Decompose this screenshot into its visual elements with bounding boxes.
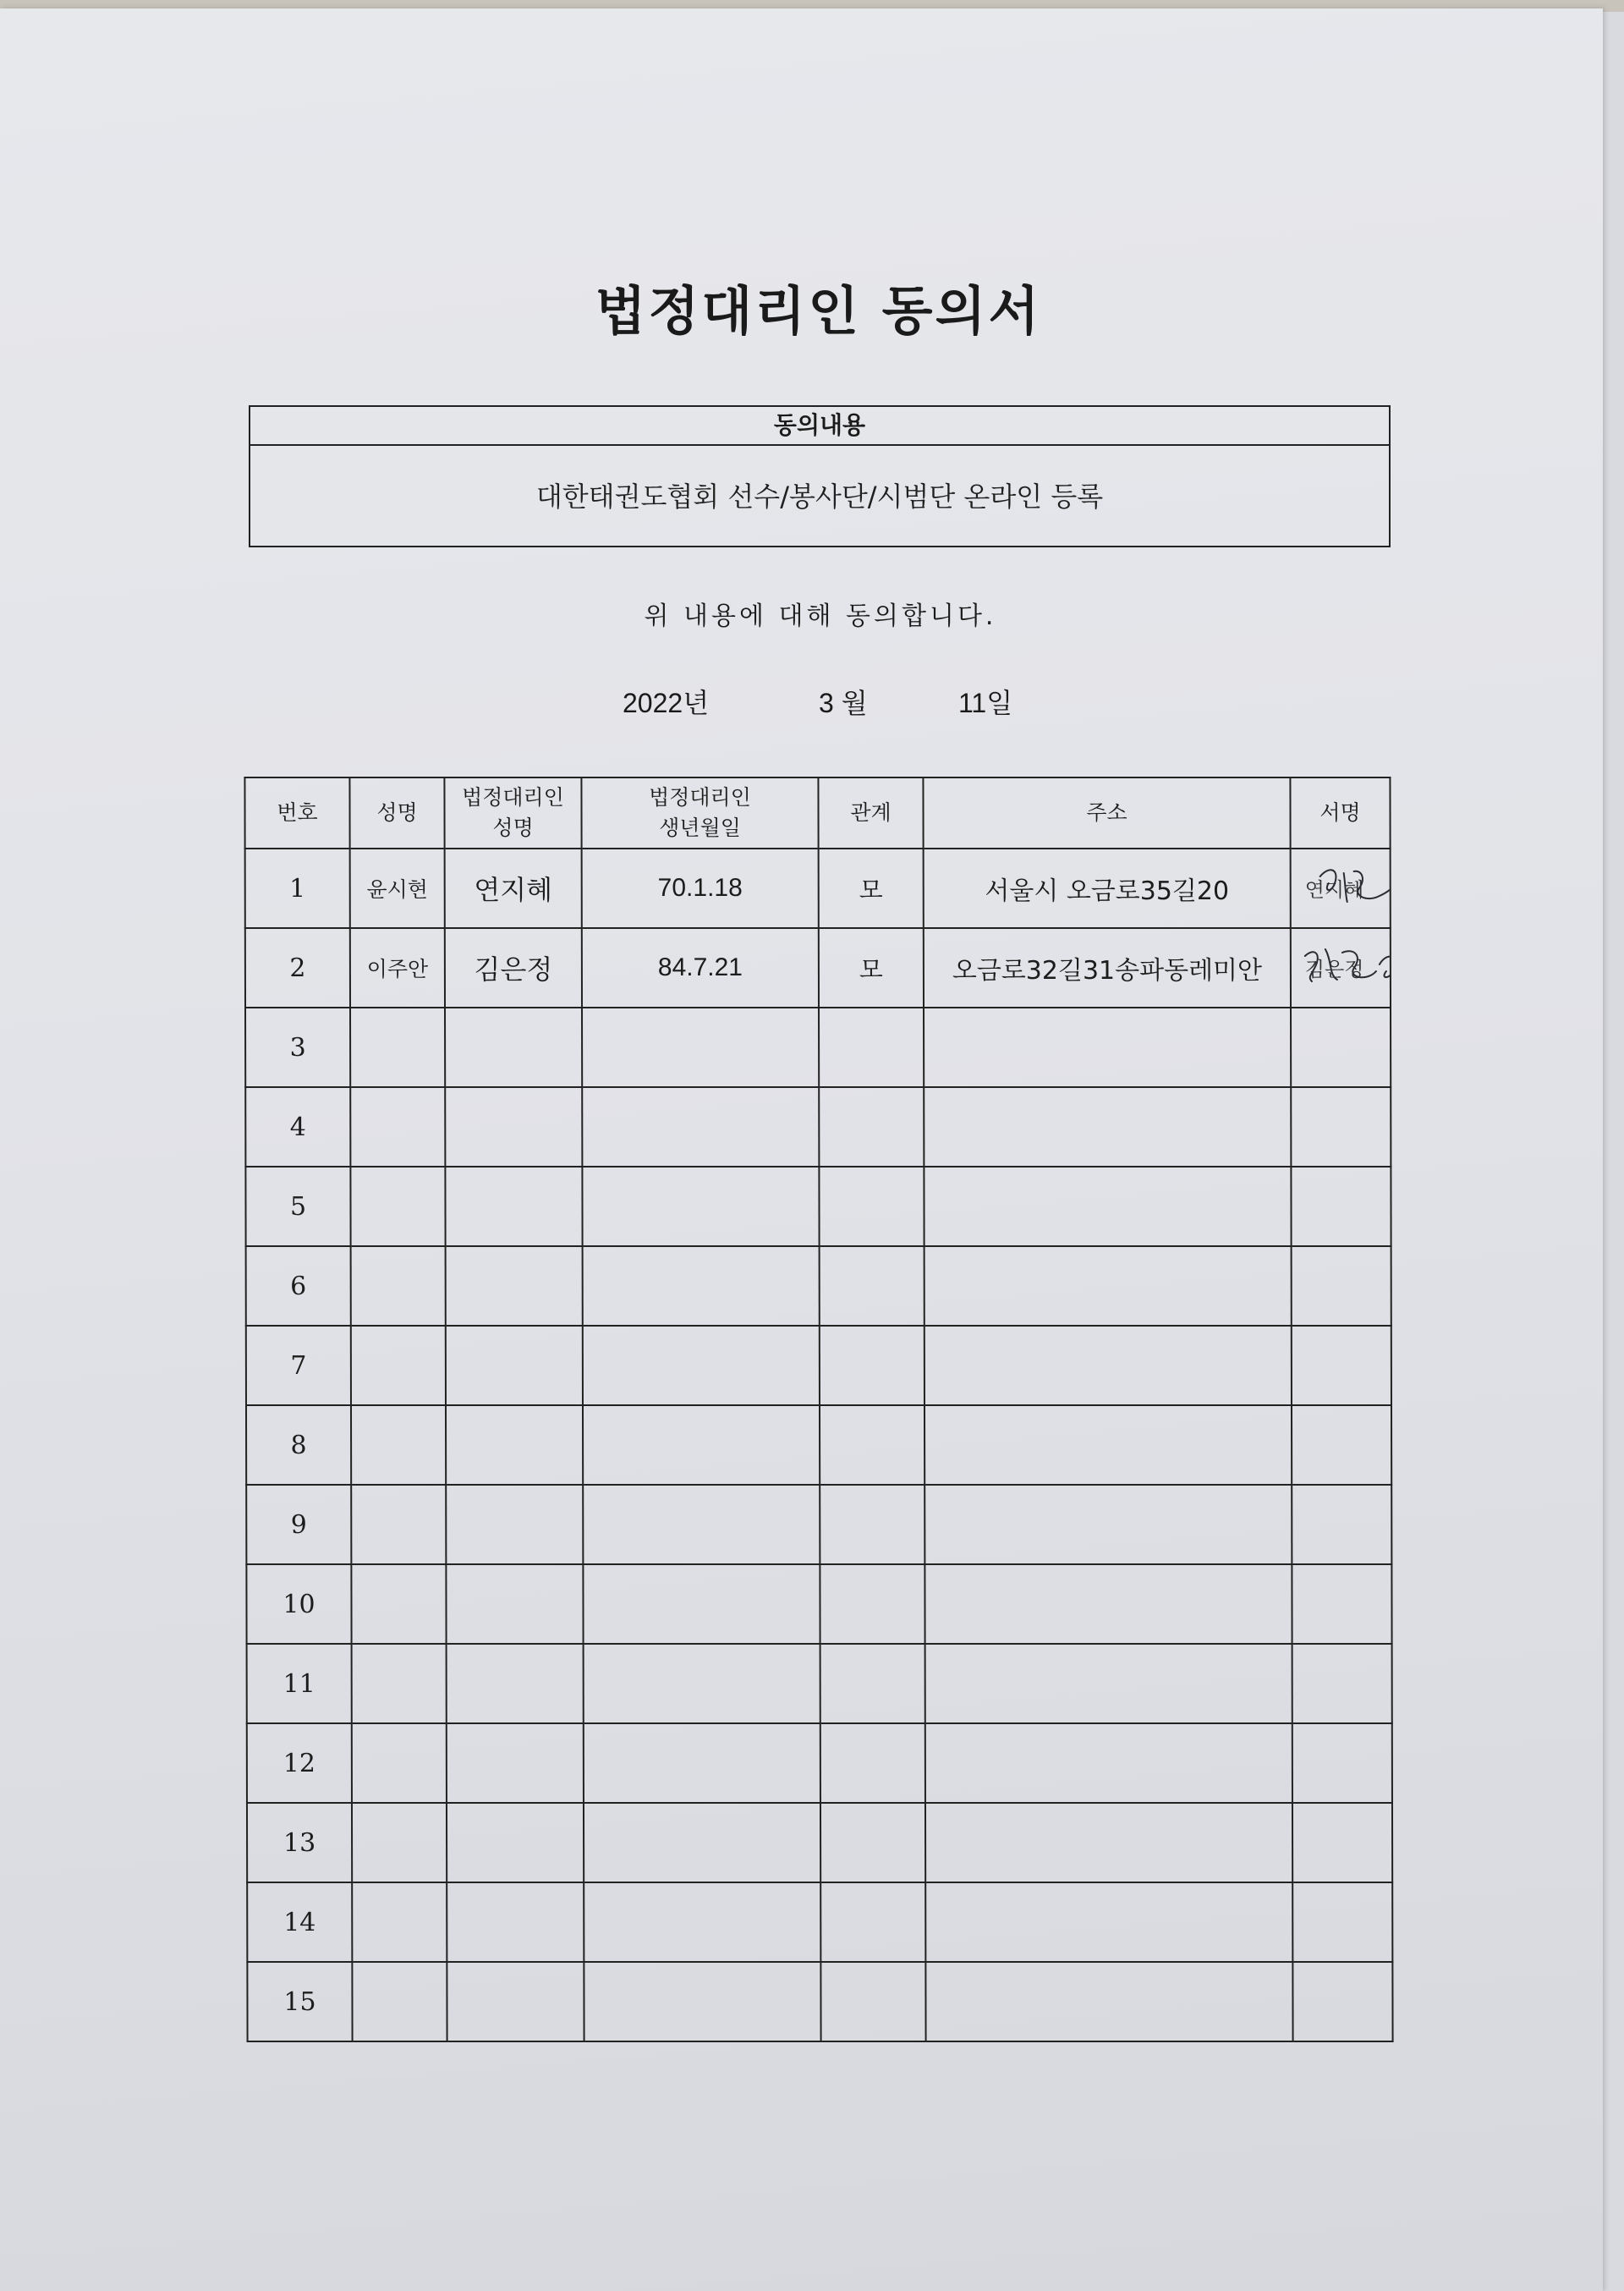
agreement-statement: 위 내용에 대해 동의합니다. [644,602,997,631]
cell-guardian-dob: 84.7.21 [582,928,819,1008]
cell-relation [820,1644,925,1723]
header-guardian-name [444,777,581,849]
cell-name [352,1723,447,1803]
header-address: 주소 [923,777,1290,849]
cell-guardian-dob [583,1485,820,1564]
cell-guardian-name: 연지혜 [445,849,582,928]
header-number: 번호 [244,777,349,849]
cell-signature [1292,1803,1392,1882]
cell-relation [820,1723,925,1803]
cell-name [351,1246,446,1326]
cell-relation [820,1803,925,1882]
cell-relation [819,1087,924,1167]
cell-guardian-dob [583,1326,820,1405]
cell-number: 4 [245,1087,350,1167]
table-header-row [244,777,1390,849]
cell-signature [1291,849,1391,928]
header-relation: 관계 [818,777,923,849]
cell-number: 9 [246,1485,351,1564]
header-guardian-name-line2: 성명 [492,816,534,840]
cell-name [352,1803,447,1882]
cell-guardian-name [447,1803,584,1882]
cell-relation [820,1246,924,1326]
cell-address [925,1882,1292,1962]
cell-signature [1291,928,1391,1008]
cell-name [352,1962,447,2041]
cell-number: 8 [246,1405,351,1485]
cell-address [924,1246,1292,1326]
cell-guardian-dob [582,1167,819,1246]
roster-table [244,777,1393,2042]
table-row [245,928,1391,1008]
cell-address [924,1087,1291,1167]
cell-address [924,1326,1292,1405]
cell-signature [1292,1882,1392,1962]
cell-guardian-dob [583,1405,820,1485]
consent-content: 대한태권도협회 선수/봉사단/시범단 온라인 등록 [535,481,1104,513]
cell-relation: 모 [819,928,924,1008]
cell-guardian-name [446,1485,583,1564]
cell-name [350,1087,445,1167]
consent-box [249,405,1391,547]
table-row [247,1962,1392,2041]
table-row [245,1167,1391,1246]
cell-guardian-name [445,1087,582,1167]
cell-name [351,1326,446,1405]
cell-signature [1292,1564,1391,1644]
cell-guardian-name [446,1326,583,1405]
cell-address: 오금로32길31송파동레미안 [924,928,1291,1008]
cell-number: 12 [247,1723,352,1803]
cell-name [350,1167,445,1246]
cell-name [352,1882,447,1962]
cell-relation [820,1485,924,1564]
cell-relation: 모 [819,849,924,928]
date-day: 11일 [958,688,1013,718]
cell-address [924,1167,1291,1246]
table-row [246,1405,1391,1485]
cell-number: 5 [245,1167,350,1246]
cell-relation [820,1405,924,1485]
cell-signature [1291,1008,1391,1087]
cell-guardian-name [447,1882,584,1962]
cell-number: 7 [246,1326,351,1405]
cell-signature [1292,1485,1391,1564]
cell-signature [1292,1723,1392,1803]
cell-name [352,1644,447,1723]
handwritten-signature [1295,931,1391,998]
cell-name [351,1564,446,1644]
cell-signature [1291,1167,1391,1246]
cell-guardian-dob [583,1246,820,1326]
cell-guardian-dob [584,1803,820,1882]
cell-address [925,1723,1292,1803]
cell-address [925,1803,1292,1882]
cell-signature [1292,1962,1392,2041]
cell-relation [820,1564,924,1644]
cell-address [924,1564,1292,1644]
header-guardian-dob [581,777,818,849]
cell-guardian-name [446,1564,583,1644]
cell-name: 이주안 [350,928,445,1008]
cell-number: 14 [247,1882,352,1962]
cell-guardian-name [445,1167,582,1246]
header-guardian-name-line1: 법정대리인 [462,785,564,810]
cell-signature [1292,1405,1391,1485]
cell-number: 3 [245,1008,350,1087]
cell-guardian-dob [582,1087,819,1167]
cell-guardian-name [447,1723,584,1803]
cell-signature [1292,1326,1391,1405]
table-row [247,1644,1392,1723]
cell-relation [820,1882,925,1962]
cell-address [924,1405,1292,1485]
cell-guardian-dob [584,1882,820,1962]
table-row [246,1564,1391,1644]
header-name: 성명 [349,777,444,849]
cell-number: 13 [247,1803,352,1882]
cell-guardian-name [445,1008,582,1087]
cell-guardian-dob [584,1723,820,1803]
cell-address: 서울시 오금로35길20 [924,849,1291,928]
cell-number: 10 [246,1564,351,1644]
cell-guardian-dob: 70.1.18 [582,849,819,928]
date-month: 3 월 [819,688,868,718]
table-row [247,1803,1392,1882]
cell-relation [820,1326,924,1405]
cell-guardian-name [447,1962,584,2041]
handwritten-signature [1295,851,1391,919]
table-row [247,1723,1392,1803]
cell-number: 15 [247,1962,352,2041]
table-row [246,1246,1391,1326]
cell-address [925,1644,1292,1723]
table-row [246,1326,1391,1405]
table-row [247,1882,1392,1962]
cell-guardian-name [446,1246,583,1326]
cell-relation [819,1008,924,1087]
cell-address [924,1485,1292,1564]
table-row [245,1008,1391,1087]
header-guardian-dob-line1: 법정대리인 [649,785,751,810]
header-signature: 서명 [1290,777,1390,849]
cell-name [351,1485,446,1564]
table-row [245,1087,1391,1167]
consent-header: 동의내용 [250,407,1389,446]
table-row [246,1485,1391,1564]
cell-name [351,1405,446,1485]
cell-guardian-dob [582,1008,819,1087]
header-guardian-dob-line2: 생년월일 [659,816,741,840]
document-title: 법정대리인 동의서 [595,280,1042,342]
cell-guardian-dob [584,1962,820,2041]
cell-signature [1292,1246,1391,1326]
cell-number: 2 [245,928,350,1008]
cell-guardian-dob [583,1564,820,1644]
date-year: 2022년 [623,688,710,718]
signature-name: 김은정 [1304,958,1364,981]
cell-guardian-name [446,1405,583,1485]
cell-signature [1292,1644,1392,1723]
cell-name: 윤시현 [350,849,445,928]
cell-guardian-name: 김은정 [445,928,582,1008]
cell-guardian-dob [584,1644,820,1723]
cell-name [350,1008,445,1087]
table-row [245,849,1391,928]
cell-number: 6 [246,1246,351,1326]
cell-relation [820,1962,925,2041]
cell-number: 1 [245,849,350,928]
cell-address [924,1008,1291,1087]
cell-number: 11 [247,1644,352,1723]
signature-name: 연지혜 [1304,878,1364,902]
cell-signature [1291,1087,1391,1167]
cell-relation [819,1167,924,1246]
cell-guardian-name [447,1644,584,1723]
cell-address [925,1962,1292,2041]
